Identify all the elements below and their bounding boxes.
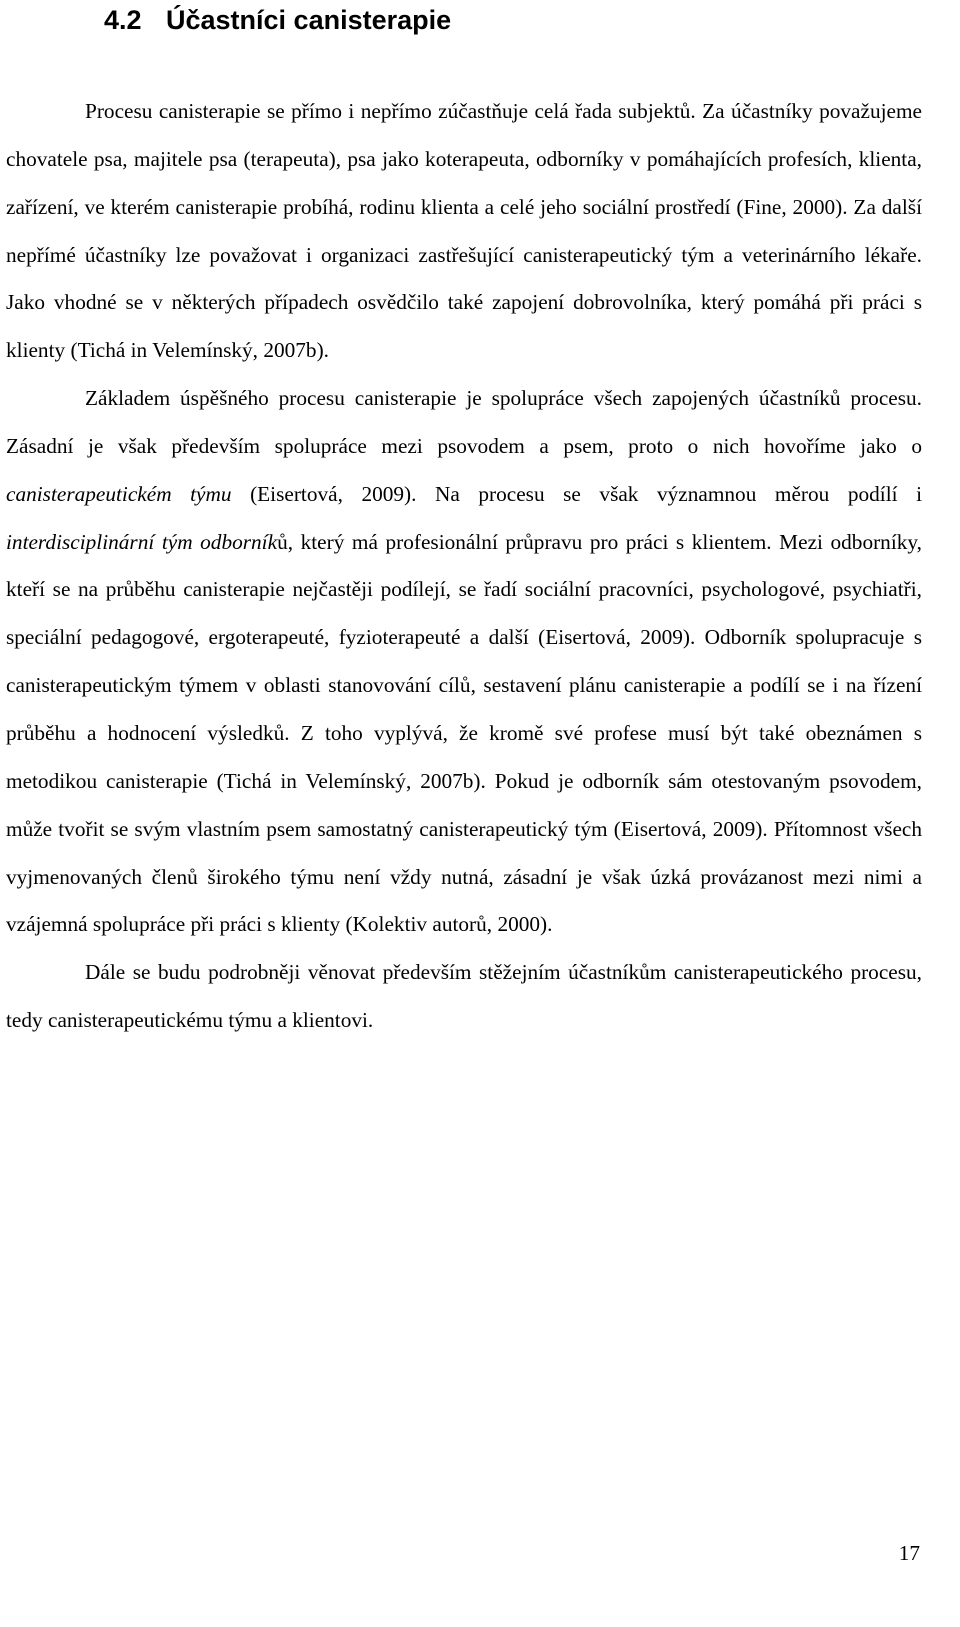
section-title: Účastníci canisterapie bbox=[166, 5, 452, 35]
paragraph-text: Základem úspěšného procesu canisterapie je spolupráce všech zapojených účastníků procesu. Zásadní je však především spolupráce mezi psovodem a psem, proto o nich hovoříme jako o bbox=[6, 386, 922, 458]
paragraph-3 bbox=[6, 949, 922, 1045]
italic-term: interdisciplinární tým odborník bbox=[6, 529, 278, 554]
body-text bbox=[6, 88, 922, 1045]
italic-term: canisterapeutickém týmu bbox=[6, 481, 232, 506]
paragraph-1 bbox=[6, 88, 922, 375]
paragraph-text: ů, který má profesionální průpravu pro práci s klientem. Mezi odborníky, kteří se na průběhu canisterapie nejčastěji podílejí, se řadí sociální pracovníci, psychologové, psychiatři, speciální pedagogové, ergoterapeuté, fyzioterapeuté a další (Eisertová, 2009). Odborník spolupracuje s canisterapeutickým týmem v oblasti stanovování cílů, sestavení plánu canisterapie a podílí se i na řízení průběhu a hodnocení výsledků. Z toho vyplývá, že kromě své profese musí být také obeznámen s metodikou canisterapie (Tichá in Velemínský, 2007b). Pokud je odborník sám otestovaným psovodem, může tvořit se svým vlastním psem samostatný canisterapeutický tým (Eisertová, 2009). Přítomnost všech vyjmenovaných členů širokého týmu není vždy nutná, zásadní je však úzká provázanost mezi nimi a vzájemná spolupráce při práci s klienty (Kolektiv autorů, 2000). bbox=[6, 529, 922, 937]
paragraph-text: (Eisertová, 2009). Na procesu se však významnou měrou podílí i bbox=[231, 481, 922, 506]
paragraph-2 bbox=[6, 375, 922, 949]
section-number: 4.2 bbox=[104, 5, 142, 35]
page-number: 17 bbox=[898, 1541, 920, 1565]
section-heading bbox=[104, 2, 451, 38]
paragraph-text: Dále se budu podrobněji věnovat především stěžejním účastníkům canisterapeutického procesu, tedy canisterapeutickému týmu a klientovi. bbox=[6, 960, 922, 1033]
paragraph-text: Procesu canisterapie se přímo i nepřímo zúčastňuje celá řada subjektů. Za účastníky považujeme chovatele psa, majitele psa (terapeuta), psa jako koterapeuta, odborníky v pomáhajících profesích, klienta, zařízení, ve kterém canisterapie probíhá, rodinu klienta a celé jeho sociální prostředí (Fine, 2000). Za další nepřímé účastníky lze považovat i organizaci zastřešující canisterapeutický tým a veterinárního lékaře. Jako vhodné se v některých případech osvědčilo také zapojení dobrovolníka, který pomáhá při práci s klienty (Tichá in Velemínský, 2007b). bbox=[6, 99, 922, 363]
